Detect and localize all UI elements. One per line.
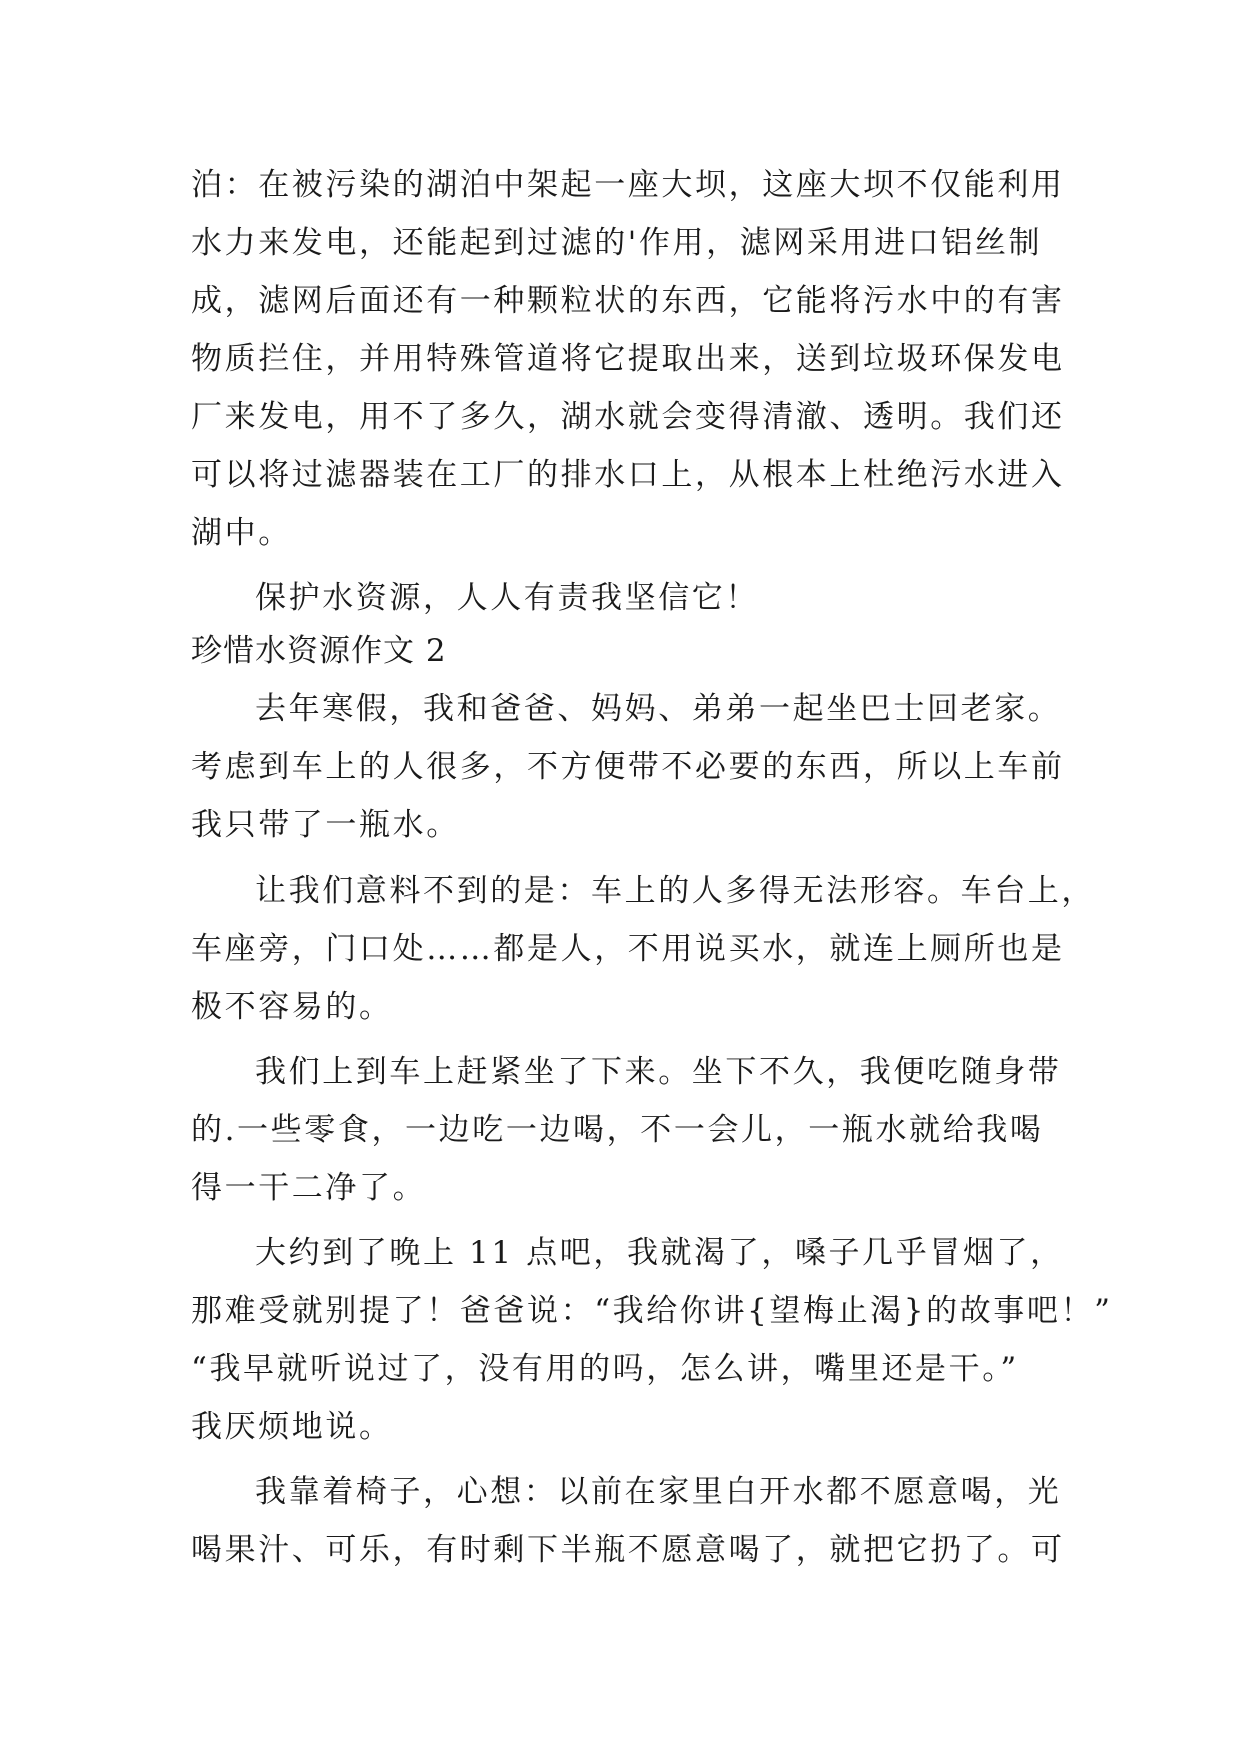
paragraph-line: 我只带了一瓶水。	[191, 807, 460, 843]
paragraph-line: 喝果汁、可乐，有时剩下半瓶不愿意喝了，就把它扔了。可	[191, 1532, 1065, 1568]
paragraph-line: 成，滤网后面还有一种颗粒状的东西，它能将污水中的有害	[191, 283, 1065, 319]
paragraph-line: 考虑到车上的人很多，不方便带不必要的东西，所以上车前	[191, 749, 1065, 785]
paragraph-line: 的.一些零食，一边吃一边喝，不一会儿，一瓶水就给我喝	[191, 1112, 1044, 1148]
paragraph-line: 车座旁，门口处……都是人，不用说买水，就连上厕所也是	[191, 931, 1065, 967]
paragraph-line: 可以将过滤器装在工厂的排水口上，从根本上杜绝污水进入	[191, 457, 1065, 493]
paragraph-line: 我厌烦地说。	[191, 1409, 393, 1445]
paragraph-line: 我靠着椅子，心想：以前在家里白开水都不愿意喝，光	[255, 1474, 1062, 1510]
paragraph-line: 水力来发电，还能起到过滤的'作用，滤网采用进口铝丝制	[191, 225, 1043, 261]
paragraph-line: 保护水资源，人人有责我坚信它！	[255, 580, 759, 616]
section-title: 珍惜水资源作文 2	[191, 633, 447, 669]
paragraph-line: 得一干二净了。	[191, 1170, 427, 1206]
paragraph-line: 湖中。	[191, 515, 292, 551]
paragraph-line: 大约到了晚上 11 点吧，我就渴了，嗓子几乎冒烟了，	[255, 1235, 1064, 1271]
paragraph-line: “我早就听说过了，没有用的吗，怎么讲，嘴里还是干。”	[191, 1351, 1019, 1387]
paragraph-line: 泊：在被污染的湖泊中架起一座大坝，这座大坝不仅能利用	[191, 167, 1065, 203]
paragraph-line: 极不容易的。	[191, 989, 393, 1025]
paragraph-line: 那难受就别提了！爸爸说：“我给你讲{望梅止渴}的故事吧！”	[191, 1293, 1113, 1329]
paragraph-line: 我们上到车上赶紧坐了下来。坐下不久，我便吃随身带	[255, 1054, 1062, 1090]
paragraph-line: 物质拦住，并用特殊管道将它提取出来，送到垃圾环保发电	[191, 341, 1065, 377]
paragraph-line: 去年寒假，我和爸爸、妈妈、弟弟一起坐巴士回老家。	[255, 691, 1062, 727]
paragraph-line: 让我们意料不到的是：车上的人多得无法形容。车台上，	[255, 873, 1095, 909]
paragraph-line: 厂来发电，用不了多久，湖水就会变得清澈、透明。我们还	[191, 399, 1065, 435]
